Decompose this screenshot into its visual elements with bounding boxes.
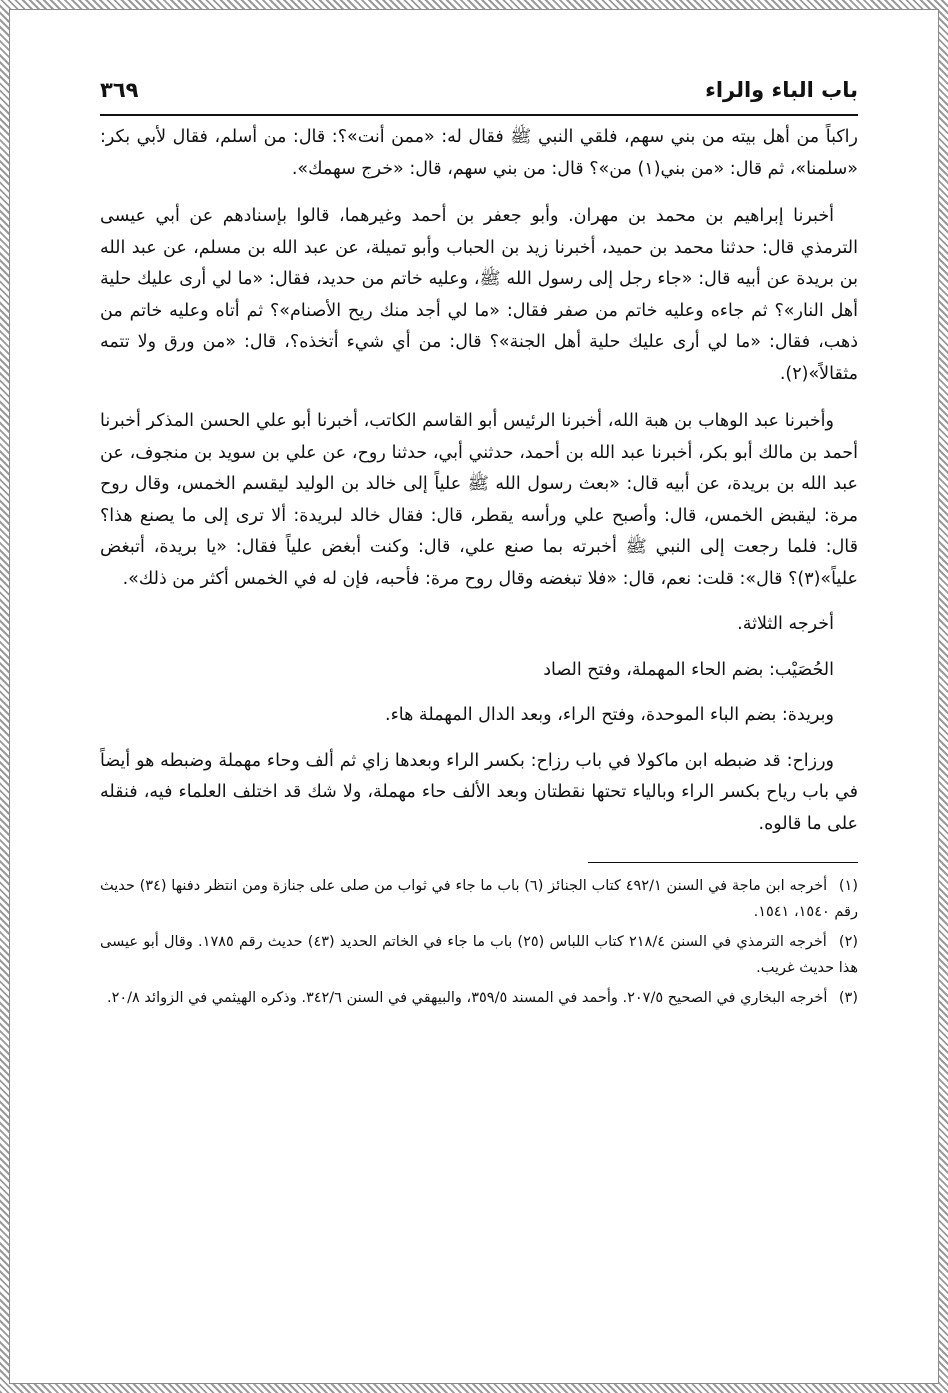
- footnote-number: (١): [838, 878, 858, 894]
- footnote-text: أخرجه ابن ماجة في السنن ٤٩٢/١ كتاب الجنائز (٦) باب ما جاء في ثواب من صلى على جنازة ومن انتظر دفنها (٣٤) حديث رقم ١٥٤٠، ١٥٤١.: [100, 878, 858, 920]
- footnote-number: (٣): [838, 990, 858, 1006]
- page-number: ٣٦٩: [100, 78, 139, 102]
- footnote-divider: [588, 862, 858, 863]
- footnote: [100, 985, 858, 1011]
- main-text: [100, 122, 858, 840]
- footnote-text: أخرجه البخاري في الصحيح ٢٠٧/٥. وأحمد في المسند ٣٥٩/٥، والبيهقي في السنن ٣٤٢/٦. وذكره الهيثمي في الزوائد ٢٠/٨.: [106, 990, 828, 1006]
- paragraph: وبريدة: بضم الباء الموحدة، وفتح الراء، وبعد الدال المهملة هاء.: [385, 705, 834, 725]
- footnotes: [100, 873, 858, 1011]
- running-header: [100, 78, 858, 116]
- paragraph: ورزاح: قد ضبطه ابن ماكولا في باب رزاح: بكسر الراء وبعدها زاي ثم ألف وحاء مهملة وضبطه هو أيضاً في باب رياح بكسر الراء وبالياء تحتها نقطتان وبعد الألف حاء مهملة، ولا شك قد اختلف العلماء فيه، فنقله على ما قالوه.: [100, 750, 858, 834]
- footnote: [100, 929, 858, 981]
- footnote: [100, 873, 858, 925]
- paragraph: راكباً من أهل بيته من بني سهم، فلقي النبي ﷺ فقال له: «ممن أنت»؟: قال: من أسلم، فقال لأبي بكر: «سلمنا»، ثم قال: «من بني(١) من»؟ قال: من بني سهم، قال: «خرج سهمك».: [100, 127, 858, 179]
- footnote-number: (٢): [838, 934, 859, 950]
- book-page: [100, 78, 858, 1015]
- paragraph: الحُصَيْب: بضم الحاء المهملة، وفتح الصاد: [543, 659, 834, 680]
- paragraph: أخبرنا إبراهيم بن محمد بن مهران. وأبو جعفر بن أحمد وغيرهما، قالوا بإسنادهم عن أبي عيسى الترمذي قال: حدثنا محمد بن حميد، أخبرنا زيد بن الحباب وأبو تميلة، عن عبد الله بن مسلم، عن عبد الله بن بريدة عن أبيه قال: «جاء رجل إلى رسول الله ﷺ، وعليه خاتم من حديد، فقال: «ما لي أرى عليك حلية أهل النار»؟ ثم جاءه وعليه خاتم من صفر فقال: «ما لي أجد منك ريح الأصنام»؟ ثم أتاه وعليه خاتم من ذهب، فقال: «ما لي أرى عليك حلية أهل الجنة»؟ قال: من أي شيء أتخذه؟، قال: «من ورق ولا تتمه مثقالاً»(٢).: [100, 206, 858, 384]
- paragraph: أخرجه الثلاثة.: [737, 614, 834, 634]
- footnote-text: أخرجه الترمذي في السنن ٢١٨/٤ كتاب اللباس (٢٥) باب ما جاء في الخاتم الحديد (٤٣) حديث رقم ١٧٨٥. وقال أبو عيسى هذا حديث غريب.: [100, 934, 858, 976]
- chapter-title: باب الباء والراء: [705, 78, 858, 102]
- paragraph: وأخبرنا عبد الوهاب بن هبة الله، أخبرنا الرئيس أبو القاسم الكاتب، أخبرنا أبو علي الحسن المذكر أخبرنا أحمد بن مالك أبو بكر، أخبرنا عبد الله بن أحمد، حدثني أبي، حدثنا روح، عن علي بن سويد بن منجوف، عن عبد الله بن بريدة، عن أبيه قال: «بعث رسول الله ﷺ علياً إلى خالد بن الوليد ليقسم الخمس، وقال روح مرة: ليقبض الخمس، قال: وأصبح علي ورأسه يقطر، قال: فقال خالد لبريدة: ألا ترى إلى ما يصنع هذا؟ قال: فلما رجعت إلى النبي ﷺ أخبرته بما صنع علي، قال: وكنت أبغض علياً فقال: «يا بريدة، أتبغض علياً»(٣)؟ قال»: قلت: نعم، قال: «فلا تبغضه وقال روح مرة: فأحبه، فإن له في الخمس أكثر من ذلك».: [100, 411, 858, 589]
